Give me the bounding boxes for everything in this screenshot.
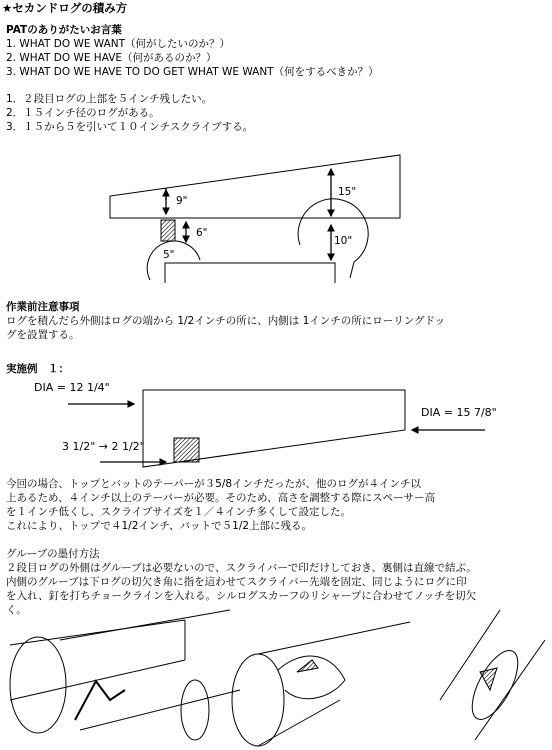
- groove-line: ２段目ログの外側はグルーブは必要ないので、スクライバーで印だけしておき、裏側は直線で結ぶ。: [6, 562, 477, 574]
- paragraph-line: これにより、トップで４1/2インチ、バットで５1/2上部に残る。: [6, 520, 313, 532]
- groove-line: く。: [6, 604, 27, 616]
- pat-heading: PATのありがたいお言葉: [6, 24, 122, 36]
- caution-line: ログを積んだら外側はログの端から 1/2インチの所に、内側は 1インチの所にローリングドッ: [6, 315, 446, 327]
- label-fifteen: 15": [338, 186, 357, 198]
- pat-item: 2. WHAT DO WE HAVE（何があるのか？）: [6, 52, 217, 64]
- upper-log-shape: [110, 155, 400, 218]
- groove-line: 内側のグルーブは下ログの切欠き角に指を這わせてスクライバー先端を固定、同じようにログに印: [6, 576, 467, 588]
- lower-log-shape: [165, 263, 335, 283]
- label-nine: 9": [176, 195, 188, 207]
- pat-item: 3. WHAT DO WE HAVE TO DO GET WHAT WE WANT（何をするべきか？）: [6, 66, 379, 78]
- caution-heading: 作業前注意事項: [6, 301, 80, 313]
- paragraph-line: を１インチ低くし、スクライブサイズを１／４インチ多くして設定した。: [6, 506, 352, 518]
- groove-line: を入れ、釘を打ちチョークラインを入れる。シルログスカーフのリシャープに合わせてノッチを切欠: [6, 590, 477, 602]
- page-title: ★セカンドログの積み方: [2, 1, 128, 15]
- groove-heading: グルーブの墨付方法: [6, 548, 100, 560]
- taper-log-shape: [143, 390, 405, 467]
- example-heading: 実施例 １：: [6, 363, 69, 375]
- paragraph-line: 上あるため、４インチ以上のテーパーが必要。そのため、高さを調整する際にスペーサー高: [6, 492, 436, 504]
- dia-right-label: DIA = 15 7/8": [421, 406, 497, 419]
- pat-item: 1. WHAT DO WE WANT（何がしたいのか？）: [6, 38, 231, 50]
- label-five: 5": [163, 249, 175, 261]
- step-item: 2．１５インチ径のログがある。: [6, 107, 160, 119]
- label-six: 6": [196, 227, 208, 239]
- sketch-end-log: [440, 610, 545, 740]
- sketch-notch-log: [232, 622, 410, 746]
- spacer-block: [174, 438, 199, 462]
- paragraph-line: 今回の場合、トップとバットのテーパーが３5/8インチだったが、他のログが４インチ以: [6, 478, 422, 490]
- dia-left-label: DIA = 12 1/4": [34, 381, 110, 394]
- step-item: 1．２段目ログの上部を５インチ残したい。: [6, 93, 213, 105]
- spacer-block: [161, 220, 175, 241]
- step-item: 3．１５から５を引いて１０インチスクライブする。: [6, 121, 254, 133]
- spacer-label: 3 1/2" → 2 1/2": [62, 440, 145, 453]
- label-ten: 10": [334, 235, 353, 247]
- sketch-lower-log: [10, 610, 240, 740]
- caution-line: グを設置する。: [6, 329, 80, 341]
